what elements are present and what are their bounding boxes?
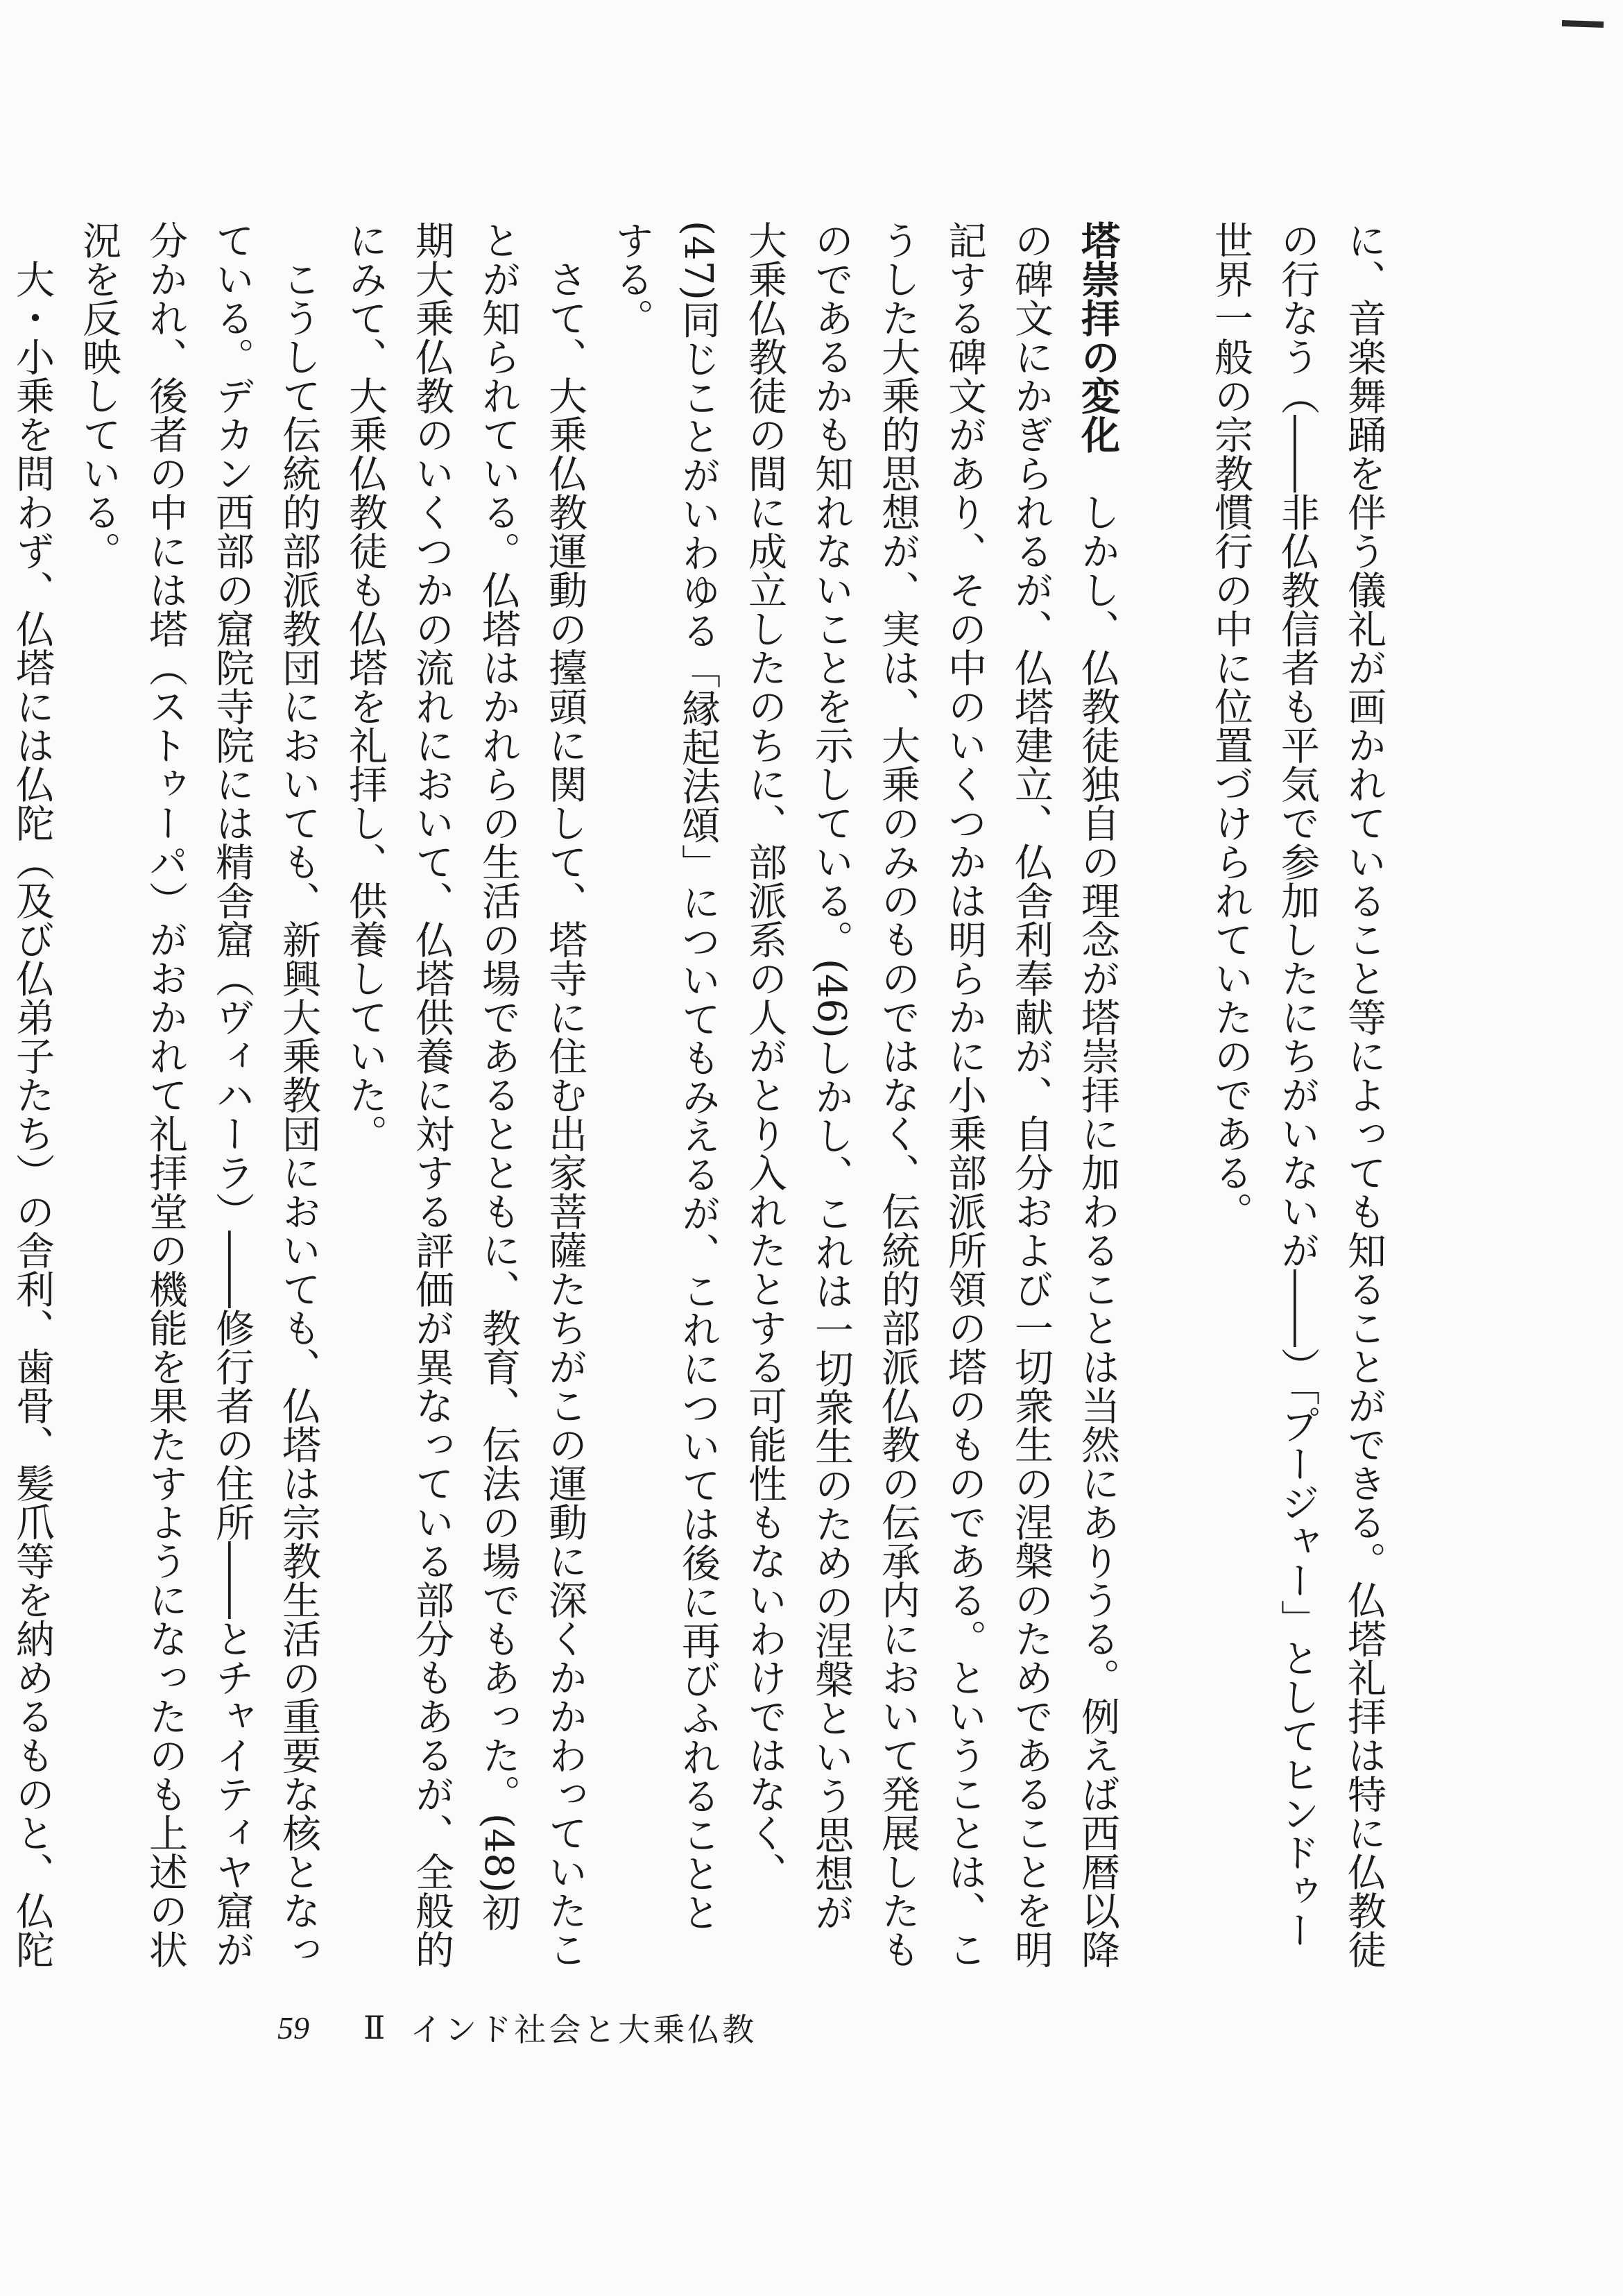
paragraph-1: に、音楽舞踊を伴う儀礼が画かれていること等によっても知ることができる。仏塔礼拝は特に仏教徒の行なう（――非仏教信者も平気で参加したにちがいないが――）「プージャー」としてヒンドゥー世界一般の宗教慣行の中に位置づけられていたのである。 [1208,221,1386,1969]
paragraph-2-text: しかし、仏教徒独自の理念が塔崇拝に加わることは当然にありうる。例えば西暦以降の碑文にかぎられるが、仏塔建立、仏舎利奉献が、自分および一切衆生の涅槃のためであることを明記する碑文があり、その中のいくつかは明らかに小乗部派所領の塔のものである。ということは、こうした大乗的思想が、実は、大乗のみのものではなく、伝統的部派仏教の伝承内において発展したものであるかも知れないことを示している。(46)しかし、これは一切衆生のための涅槃という思想が大乗仏教徒の間に成立したのちに、部派系の人がとり入れたとする可能性もないわけではなく、(47)同じことがいわゆる「縁起法頌」についてもみえるが、これについては後に再びふれることとする。 [609,221,1120,1969]
part-numeral: Ⅱ [363,2010,386,2046]
paragraph-4: こうして伝統的部派教団においても、新興大乗教団においても、仏塔は宗教生活の重要な核となっている。デカン西部の窟院寺院には精舎窟（ヴィハーラ）――修行者の住所――とチャイティヤ窟が分かれ、後者の中には塔（ストゥーパ）がおかれて礼拝堂の機能を果たすようになったのも上述の状況を反映している。 [76,221,321,1969]
page-number: 59 [277,2010,309,2046]
section-heading: 塔崇拝の変化 [1075,221,1120,454]
running-title: インド社会と大乗仏教 [410,2011,757,2048]
paragraph-2 [598,221,1131,1969]
page-footer [277,2003,757,2052]
paragraph-5: 大・小乗を問わず、仏塔には仏陀（及び仏弟子たち）の舎利、歯骨、髪爪等を納めるものと、仏陀 [10,259,55,1969]
paragraph-3: さて、大乗仏教運動の擡頭に関して、塔寺に住む出家菩薩たちがこの運動に深くかかわっていたことが知られている。仏塔はかれらの生活の場であるとともに、教育、伝法の場でもあった。(48)初期大乗仏教のいくつかの流れにおいて、仏塔供養に対する評価が異なっている部分もあるが、全般的にみて、大乗仏教徒も仏塔を礼拝し、供養していた。 [343,221,587,1969]
vertical-text-body [10,221,1397,1969]
page-corner-mark [1562,20,1604,28]
section-break [1131,221,1197,1969]
